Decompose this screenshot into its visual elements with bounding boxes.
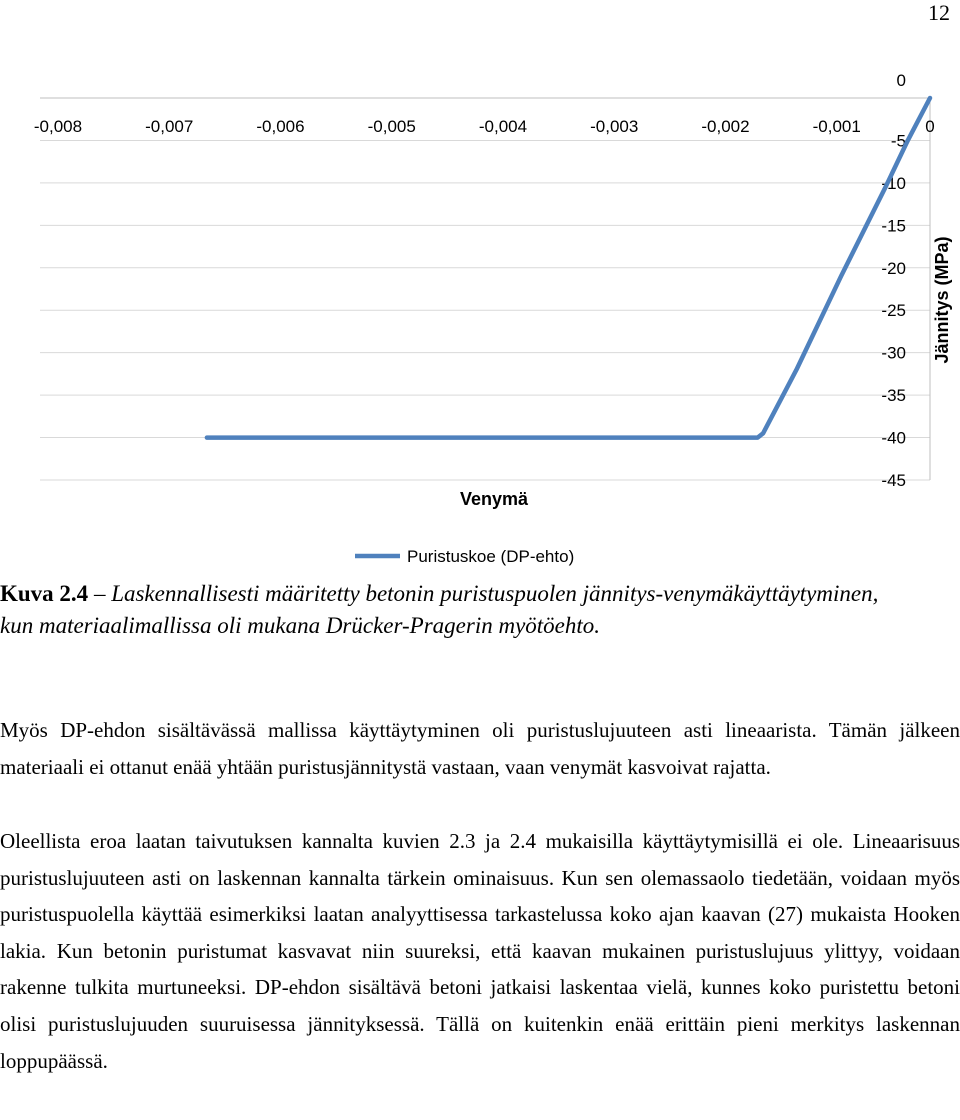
- y-tick-label: -5: [890, 131, 906, 151]
- y-tick-label: 0: [896, 71, 906, 90]
- y-tick-label: -10: [881, 173, 906, 193]
- y-tick-label: -40: [881, 428, 906, 448]
- x-tick-label: -0,007: [145, 117, 194, 136]
- paragraph-1: Myös DP-ehdon sisältävässä mallissa käyttäytyminen oli puristuslujuuteen asti lineaarista. Tämän jälkeen materiaali ei ottanut enää yhtään puristusjännitystä vastaan, vaan venymät kasvoivat rajatta.: [0, 718, 960, 779]
- legend-label: Puristuskoe (DP-ehto): [407, 547, 575, 566]
- y-tick-label: -45: [881, 471, 906, 490]
- page-number: 12: [928, 0, 950, 25]
- x-axis-title: Venymä: [459, 489, 529, 509]
- y-tick-labels: [881, 71, 906, 490]
- grid-lines: [40, 98, 930, 480]
- legend: [355, 547, 574, 566]
- caption-label: Kuva 2.4: [0, 581, 89, 606]
- y-tick-label: -15: [881, 216, 906, 236]
- y-tick-label: -20: [881, 258, 906, 278]
- y-tick-label: -35: [881, 386, 906, 406]
- x-tick-label: -0,005: [367, 117, 416, 136]
- paragraph-2: Oleellista eroa laatan taivutuksen kannalta kuvien 2.3 ja 2.4 mukaisilla käyttäytymisillä ei ole. Lineaarisuus puristuslujuuteen asti on laskennan kannalta tärkein ominaisuus. Kun sen olemassaolo tiedetään, voidaan myös puristuspuolella käyttää esimerkiksi laatan analyyttisessa tarkastelussa koko ajan kaavan (27) mukaista Hooken lakia. Kun betonin puristumat kasvavat niin suureksi, että kaavan mukainen puristuslujuus ylittyy, voidaan rakenne tulkita murtuneeksi. DP-ehdon sisältävä betoni jatkaisi laskentaa vielä, kunnes koko puristettu betoni olisi puristuslujuuden suuruisessa jännityksessä. Tällä on kuitenkin enää erittäin pieni merkitys laskennan loppupäässä.: [0, 829, 960, 1073]
- y-axis-title: Jännitys (MPa): [932, 236, 952, 364]
- y-tick-label: -25: [881, 301, 906, 321]
- x-tick-label: -0,002: [701, 117, 750, 136]
- figure-caption: [0, 578, 880, 642]
- x-tick-label: 0: [925, 117, 935, 136]
- caption-text: – Laskennallisesti määritetty betonin puristuspuolen jännitys-venymäkäyttäytyminen, kun materiaalimallissa oli mukana Drücker-Pragerin myötöehto.: [0, 581, 879, 638]
- x-tick-label: -0,008: [33, 117, 83, 136]
- y-tick-label: -30: [881, 343, 906, 363]
- x-tick-label: -0,003: [590, 117, 639, 136]
- x-tick-label: -0,006: [256, 117, 305, 136]
- x-tick-label: -0,001: [812, 117, 861, 136]
- x-tick-label: -0,004: [478, 117, 528, 136]
- x-tick-labels: [34, 117, 935, 136]
